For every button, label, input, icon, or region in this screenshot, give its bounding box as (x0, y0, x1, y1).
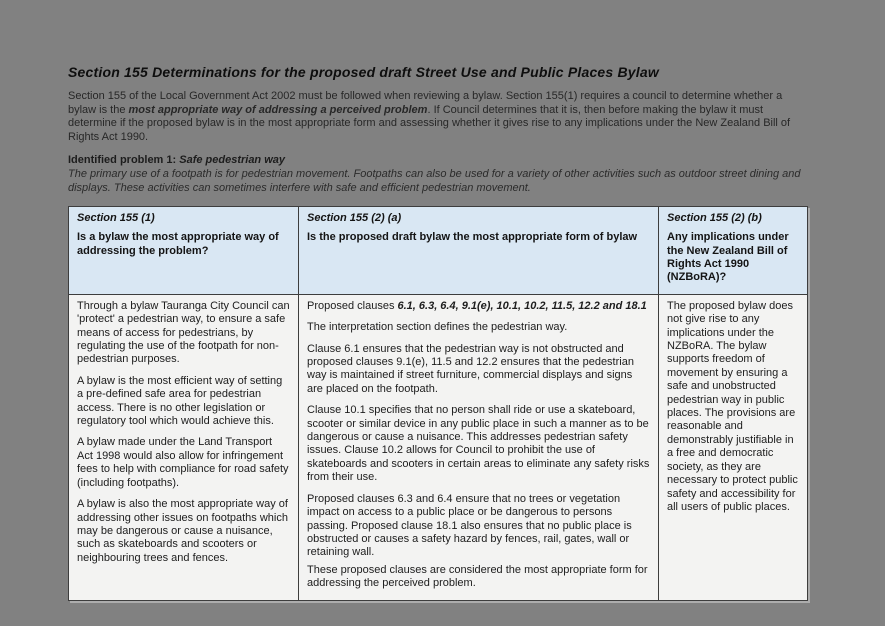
section-question: Is a bylaw the most appropriate way of addressing the problem? (77, 231, 279, 257)
intro-text-part1: Section 155 of the Local Government Act 2002 must be followed when reviewing a bylaw. Section 155(1) requires a council to determine whether a bylaw is the (68, 90, 783, 116)
section-155-determinations-table (68, 206, 808, 601)
answer-paragraph: Clause 6.1 ensures that the pedestrian way is not obstructed and proposed clauses 9.1(e), 11.5 and 12.2 ensures that the pedestrian way is maintained if street furniture, commercial displays and signs are placed on the footpath. (307, 342, 634, 395)
proposed-clauses-line (307, 300, 650, 313)
section-label: Section 155 (1) (77, 211, 155, 224)
answer-paragraph: Through a bylaw Tauranga City Council can 'protect' a pedestrian way, to ensure a safe means of access for pedestrians, by regulating the use of the footpath for non-pedestrian purposes. (77, 299, 290, 366)
answer-paragraph: A bylaw is also the most appropriate way of addressing other issues on footpaths which may be dangerous or cause a nuisance, such as skateboards and scooters or neighbouring trees and fences. (77, 498, 288, 564)
table-body (69, 294, 808, 600)
identified-problem-heading (68, 154, 808, 166)
table-row (69, 294, 808, 600)
intro-paragraph (68, 90, 808, 144)
answer-paragraph: These proposed clauses are considered the most appropriate form for addressing the perceived problem. (307, 563, 648, 590)
cell-nzbora-implications-answer (659, 294, 808, 600)
section-question: Is the proposed draft bylaw the most appropriate form of bylaw (307, 231, 638, 244)
problem-heading-label: Identified problem 1: (68, 154, 180, 167)
answer-paragraph: Proposed clauses 6.3 and 6.4 ensure that no trees or vegetation impact on access to a public place or be dangerous to persons passing. Proposed clause 18.1 also ensures that no public place is obstructed or causes a safety hazard by fences, rail, gates, wall or retaining wall. (307, 492, 632, 559)
header-cell-section-155-2a (299, 206, 659, 294)
page-title: Section 155 Determinations for the proposed draft Street Use and Public Places Bylaw (68, 64, 659, 80)
answer-paragraph: The interpretation section defines the pedestrian way. (307, 321, 568, 334)
section-question: Any implications under the New Zealand Bill of Rights Act 1990 (NZBoRA)? (667, 231, 789, 284)
cell-most-appropriate-way-answer (69, 294, 299, 600)
header-cell-section-155-1 (69, 206, 299, 294)
answer-paragraph: Clause 10.1 specifies that no person shall ride or use a skateboard, scooter or similar device in any public place in such a manner as to be dangerous or cause a nuisance. This addresses pedestrian safety issues. Clause 10.2 allows for Council to prohibit the use of skateboards and scooters in certain areas to eliminate any safety risks from their use. (307, 404, 650, 484)
header-cell-section-155-2b (659, 206, 808, 294)
answer-paragraph: The proposed bylaw does not give rise to any implications under the NZBoRA. The bylaw supports freedom of movement by ensuring a safe and unobstructed pedestrian way in public places. The provisions are reasonable and demonstrably justifiable in a free and democratic society, as they are necessary to protect public safety and accessibility for all users of public places. (667, 299, 798, 513)
table-header-row (69, 206, 808, 294)
section-label: Section 155 (2) (a) (307, 211, 402, 224)
answer-paragraph: A bylaw is the most efficient way of setting a pre-defined safe area for pedestrian access. There is no other legislation or regulatory tool which would achieve this. (77, 374, 283, 428)
problem-heading-name: Safe pedestrian way (179, 154, 286, 167)
intro-emphasis: most appropriate way of addressing a perceived problem (128, 103, 428, 116)
document-content (68, 64, 808, 601)
intro-text-part2: . If Council determines that it is, then before making the bylaw it must determine if the proposed bylaw is in the most appropriate form and assessing whether it gives rise to any implications under the New Zealand Bill of Rights Act 1990. (68, 103, 791, 143)
problem-description: The primary use of a footpath is for pedestrian movement. Footpaths can also be used for a variety of other activities such as outdoor street dining and displays. These activities can sometimes interfere with safe and efficient pedestrian movement. (68, 168, 801, 194)
answer-paragraph: A bylaw made under the Land Transport Act 1998 would also allow for infringement fees to help with compliance for road safety (including footpaths). (77, 436, 289, 489)
cell-appropriate-form-answer (299, 294, 659, 600)
proposed-clauses-list: 6.1, 6.3, 6.4, 9.1(e), 10.1, 10.2, 11.5, 12.2 and 18.1 (397, 299, 647, 312)
proposed-clauses-label: Proposed clauses (307, 299, 398, 312)
section-label: Section 155 (2) (b) (667, 211, 762, 224)
